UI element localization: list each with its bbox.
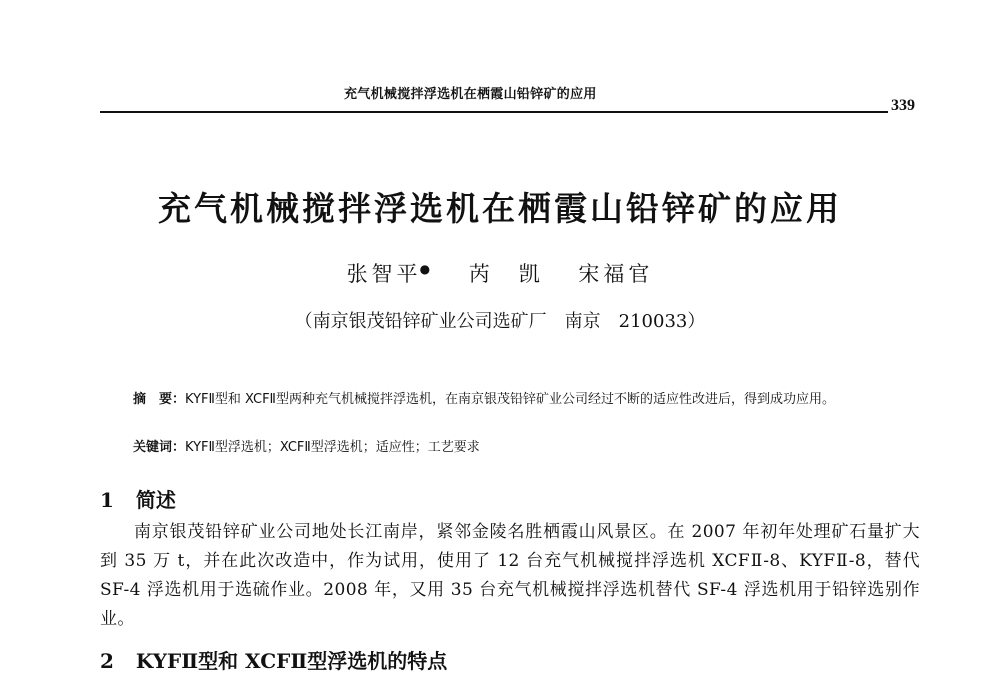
keywords-label: 关键词：: [133, 440, 186, 455]
author-footnote-mark: ●: [419, 262, 435, 276]
section-2-title: KYFⅡ型和 XCFⅡ型浮选机的特点: [135, 649, 448, 673]
header-rule: [100, 111, 888, 113]
section-2-number: 2: [100, 649, 114, 673]
section-1-number: 1: [100, 488, 114, 512]
author-2: 芮 凯: [468, 262, 544, 286]
author-1-name: 张智平: [346, 262, 422, 286]
article-title: 充气机械搅拌浮选机在栖霞山铅锌矿的应用: [158, 189, 842, 228]
page-number: 339: [891, 97, 915, 114]
running-head: 充气机械搅拌浮选机在栖霞山铅锌矿的应用: [344, 87, 597, 102]
section-heading-2: [100, 645, 447, 674]
author-list: [0, 258, 1000, 288]
author-3: 宋福官: [578, 262, 654, 286]
section-1-title: 简述: [135, 488, 176, 512]
keywords: [133, 436, 903, 455]
author-1: [347, 258, 434, 288]
abstract-text: KYFⅡ型和 XCFⅡ型两种充气机械搅拌浮选机，在南京银茂铅锌矿业公司经过不断的适应性改进后，得到成功应用。: [185, 392, 835, 407]
section-1-paragraph: 南京银茂铅锌矿业公司地处长江南岸，紧邻金陵名胜栖霞山风景区。在 2007 年初年处理矿石量扩大到 35 万 t，并在此次改造中，作为试用，使用了 12 台充气机械搅拌浮选机 XCFⅡ-8、KYFⅡ-8，替代 SF-4 浮选机用于选硫作业。2008 年，又用 35 台充气机械搅拌浮选机替代 SF-4 浮选机用于铅锌选别作业。: [100, 522, 920, 629]
abstract: [133, 387, 903, 412]
section-heading-1: [100, 484, 176, 513]
affiliation: （南京银茂铅锌矿业公司选矿厂 南京 210033）: [294, 311, 706, 332]
keywords-text: KYFⅡ型浮选机；XCFⅡ型浮选机；适应性；工艺要求: [185, 440, 480, 455]
abstract-label: 摘 要：: [133, 392, 186, 407]
